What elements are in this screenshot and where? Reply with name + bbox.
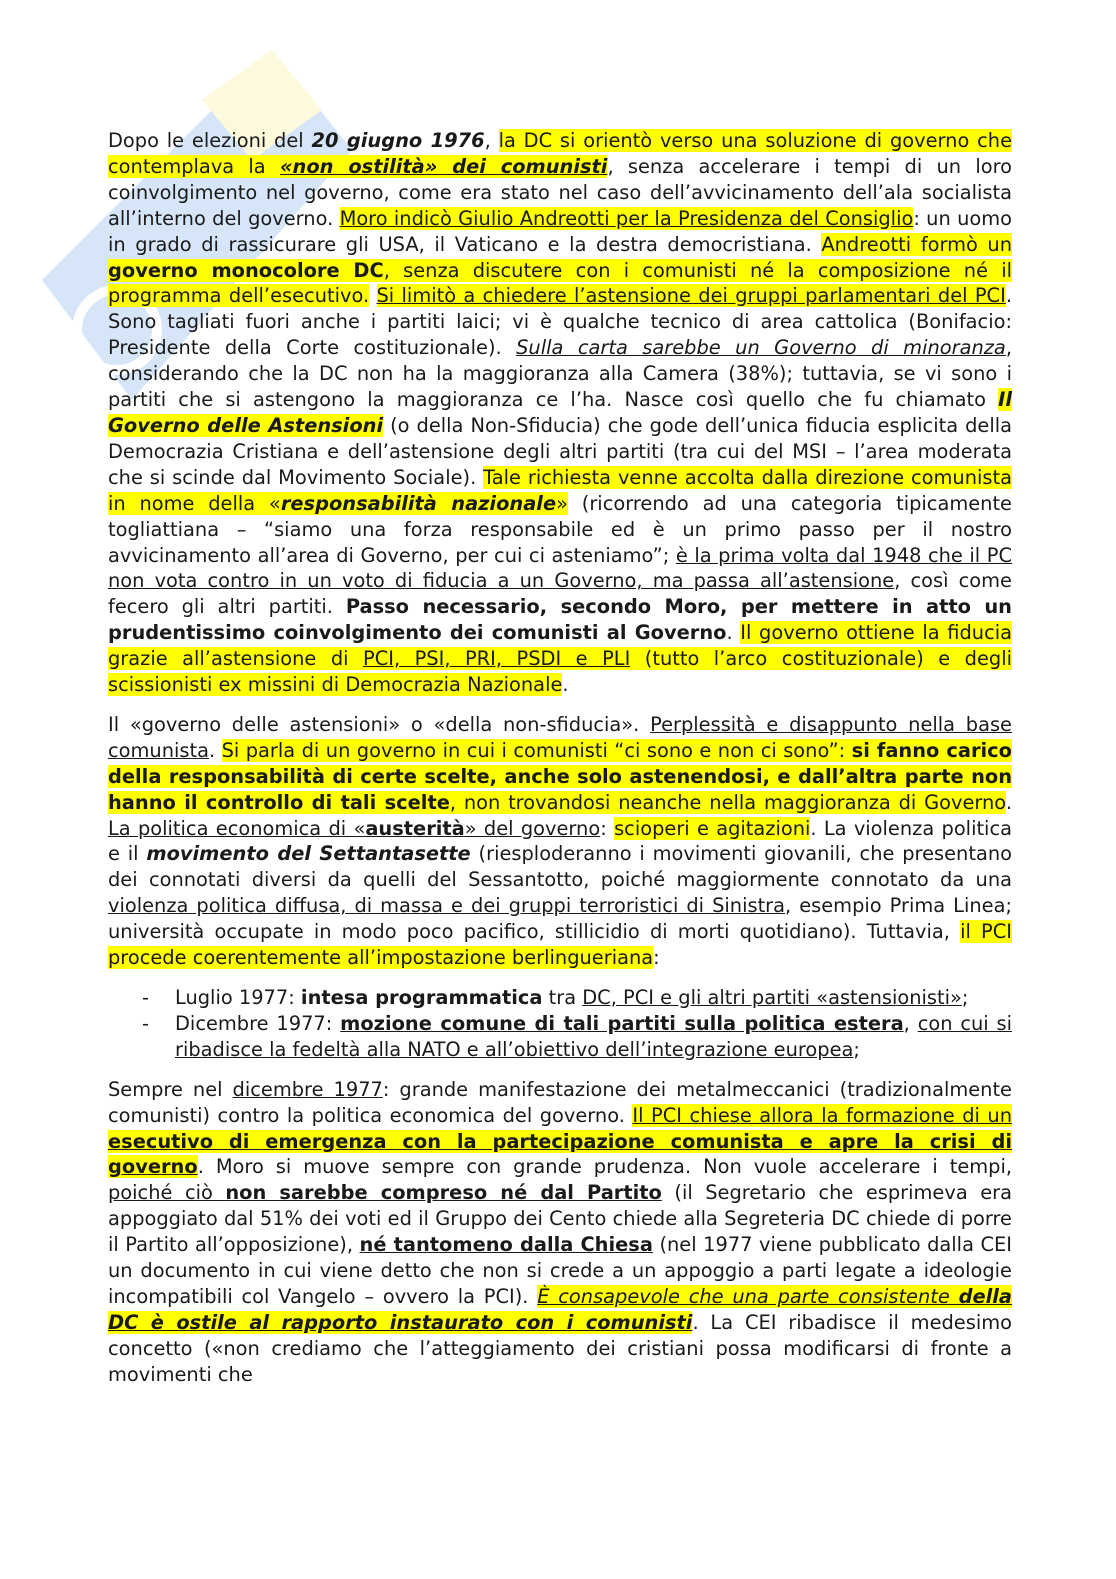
paragraph-1: [108, 128, 1012, 698]
text-run: il PCI procede coerentemente all’impostazione berlingueriana: [108, 920, 1012, 970]
text-run: . La violenza politica e il: [108, 816, 1012, 866]
text-run: responsabilità nazionale: [280, 491, 557, 515]
text-run: , non trovandosi neanche nella maggioranza di Governo: [449, 790, 1006, 814]
text-run: austerità: [365, 816, 465, 840]
text-run: » del governo: [464, 816, 601, 840]
bullet-item-2: [108, 1011, 1012, 1063]
text-run: , considerando che la DC non ha la maggioranza alla Camera (38%); tuttavia, se vi sono i partiti che si astengono la maggioranza ce l’ha. Nasce così quello che fu chiamato: [108, 336, 1012, 412]
text-run: :: [653, 946, 660, 970]
bullet-text-1: [175, 986, 968, 1009]
text-run: .: [562, 673, 569, 697]
text-run: si fanno carico della responsabilità di certe scelte, anche solo astenendosi, e dall’altra parte non hanno il controllo di tali scelte: [108, 738, 1012, 814]
text-run: , senza discutere con i comunisti né la composizione né il programma dell’esecutivo.: [108, 258, 1012, 308]
text-run: Si limitò a chiedere l’astensione dei gruppi parlamentari del PCI: [376, 284, 1006, 308]
text-run: Sulla carta sarebbe un Governo di minoranza: [516, 336, 1006, 360]
text-run: DC, PCI e gli altri partiti «astensionisti»: [582, 986, 962, 1009]
text-run: :: [600, 816, 615, 840]
text-run: Andreotti formò un: [821, 232, 1012, 256]
text-run: 20 giugno 1976: [311, 129, 485, 152]
text-run: ,: [484, 129, 499, 152]
text-run: ;: [853, 1037, 860, 1061]
text-run: Si parla di un governo in cui i comunisti “ci sono e non ci sono”:: [221, 738, 852, 762]
text-run: (il Segretario che esprimeva era appoggiato dal 51% dei voti ed il Gruppo dei Cento chiede alla Segreteria DC chiede di porre il Partito all’opposizione),: [108, 1181, 1012, 1257]
text-run: movimento del Settantasette: [146, 842, 471, 866]
text-run: : un uomo in grado di rassicurare gli USA, il Vaticano e la destra democristiana.: [108, 206, 1012, 256]
text-run: governo monocolore DC: [108, 258, 384, 282]
text-run: è la prima volta dal 1948 che il PC non vota contro in un voto di fiducia a un Governo, ma passa all’astensione: [108, 543, 1012, 593]
text-run: della DC è ostile al rapporto instaurato con i comunisti: [108, 1284, 1012, 1334]
text-run: .: [726, 621, 741, 645]
text-run: Perplessità e disappunto nella base comunista: [108, 712, 1012, 762]
text-run: mozione comune di tali partiti sulla politica estera: [340, 1011, 904, 1035]
text-run: Passo necessario, secondo Moro, per mettere in atto un prudentissimo coinvolgimento dei comunisti al Governo: [108, 595, 1012, 645]
text-run: intesa programmatica: [300, 986, 543, 1009]
text-run: scioperi e agitazioni: [614, 816, 811, 840]
text-run: Luglio 1977:: [175, 986, 301, 1009]
text-run: Tale richiesta venne accolta dalla direzione comunista in nome della «: [108, 465, 1012, 515]
text-run: dicembre 1977: [232, 1077, 383, 1101]
bullet-list: [108, 985, 1012, 1063]
bullet-dash: -: [142, 986, 149, 1009]
text-run: [369, 284, 376, 307]
text-run: , esempio Prima Linea; università occupate in modo poco pacifico, stillicidio di morti quotidiano). Tuttavia,: [108, 894, 1012, 944]
text-run: , senza accelerare i tempi di un loro coinvolgimento nel governo, come era stato nel caso dell’avvicinamento dell’ala socialista all’interno del governo.: [108, 154, 1012, 230]
text-run: Il «governo delle astensioni» o «della non-sfiducia».: [108, 712, 651, 736]
text-run: (riesploderanno i movimenti giovanili, che presentano dei connotati diversi da quelli del Sessantotto, poiché maggiormente connotato da una: [108, 842, 1012, 892]
text-run: tra: [542, 986, 583, 1009]
text-run: con cui si ribadisce la fedeltà alla NATO e all’obiettivo dell’integrazione europea: [175, 1011, 1013, 1061]
text-run: Il governo ottiene la fiducia grazie all’astensione di: [108, 621, 1012, 671]
text-run: violenza politica diffusa, di massa e dei gruppi terroristici di Sinistra: [108, 894, 786, 918]
text-run: Il PCI chiese allora la formazione di un: [632, 1103, 1012, 1127]
text-run: (tutto l’arco costituzionale) e degli scissionisti ex missini di Democrazia Nazionale: [108, 647, 1013, 697]
text-run: esecutivo di emergenza con la partecipazione comunista e apre la crisi di governo: [108, 1129, 1012, 1179]
text-run: : grande manifestazione dei metalmeccanici (tradizionalmente comunisti) contro la politica economica del governo.: [108, 1077, 1012, 1127]
text-run: Sempre nel: [108, 1077, 233, 1101]
text-run: , così come fecero gli altri partiti.: [108, 569, 1012, 619]
text-run: È consapevole che una parte consistente: [537, 1284, 959, 1308]
text-run: Dicembre 1977:: [175, 1011, 341, 1035]
text-run: poiché ciò: [108, 1181, 226, 1205]
text-run: ,: [903, 1011, 918, 1035]
paragraph-2: [108, 712, 1012, 971]
text-run: (o della Non-Sfiducia) che gode dell’unica fiducia esplicita della Democrazia Cristiana e dell’astensione degli altri partiti (tra cui del MSI – l’area moderata che si scinde dal Movimento Sociale).: [108, 413, 1012, 489]
text-run: la DC si orientò verso una soluzione di governo che contemplava la: [108, 129, 1013, 178]
text-run: .: [1005, 790, 1013, 814]
text-run: La politica economica di «: [108, 816, 366, 840]
text-run: »: [556, 491, 568, 515]
text-run: . Moro si muove sempre con grande prudenza. Non vuole accelerare i tempi,: [197, 1155, 1012, 1179]
text-run: Dopo le elezioni del: [108, 129, 312, 152]
text-run: ;: [961, 986, 969, 1009]
text-run: .: [208, 738, 222, 762]
text-run: . Sono tagliati fuori anche i partiti laici; vi è qualche tecnico di area cattolica (Bonifacio: Presidente della Corte costituzionale).: [108, 284, 1012, 360]
text-run: non sarebbe compreso né dal Partito: [225, 1181, 662, 1205]
bullet-dash: -: [142, 1011, 149, 1035]
text-run: né tantomeno dalla Chiesa: [359, 1233, 653, 1257]
text-run: «non ostilità» dei comunisti: [279, 154, 608, 178]
text-run: (nel 1977 viene pubblicato dalla CEI un documento in cui viene detto che non si crede a un appoggio a parti legate a ideologie incompatibili col Vangelo – ovvero la PCI).: [108, 1233, 1012, 1308]
document-body: [108, 128, 1012, 1402]
text-run: Il Governo delle Astensioni: [108, 388, 1012, 437]
paragraph-3: [108, 1077, 1012, 1388]
text-run: Moro indicò Giulio Andreotti per la Presidenza del Consiglio: [339, 206, 914, 230]
text-run: . La CEI ribadisce il medesimo concetto («non crediamo che l’atteggiamento dei cristiani possa modificarsi di fronte a movimenti che: [108, 1310, 1012, 1386]
text-run: (ricorrendo ad una categoria tipicamente togliattiana – “siamo una forza responsabile ed è un primo passo per il nostro avvicinamento all’area di Governo, per cui ci asteniamo”;: [108, 491, 1012, 567]
text-run: PCI, PSI, PRI, PSDI e PLI: [363, 647, 631, 671]
bullet-text-2: [175, 1012, 1012, 1061]
bullet-item-1: [108, 985, 1012, 1011]
